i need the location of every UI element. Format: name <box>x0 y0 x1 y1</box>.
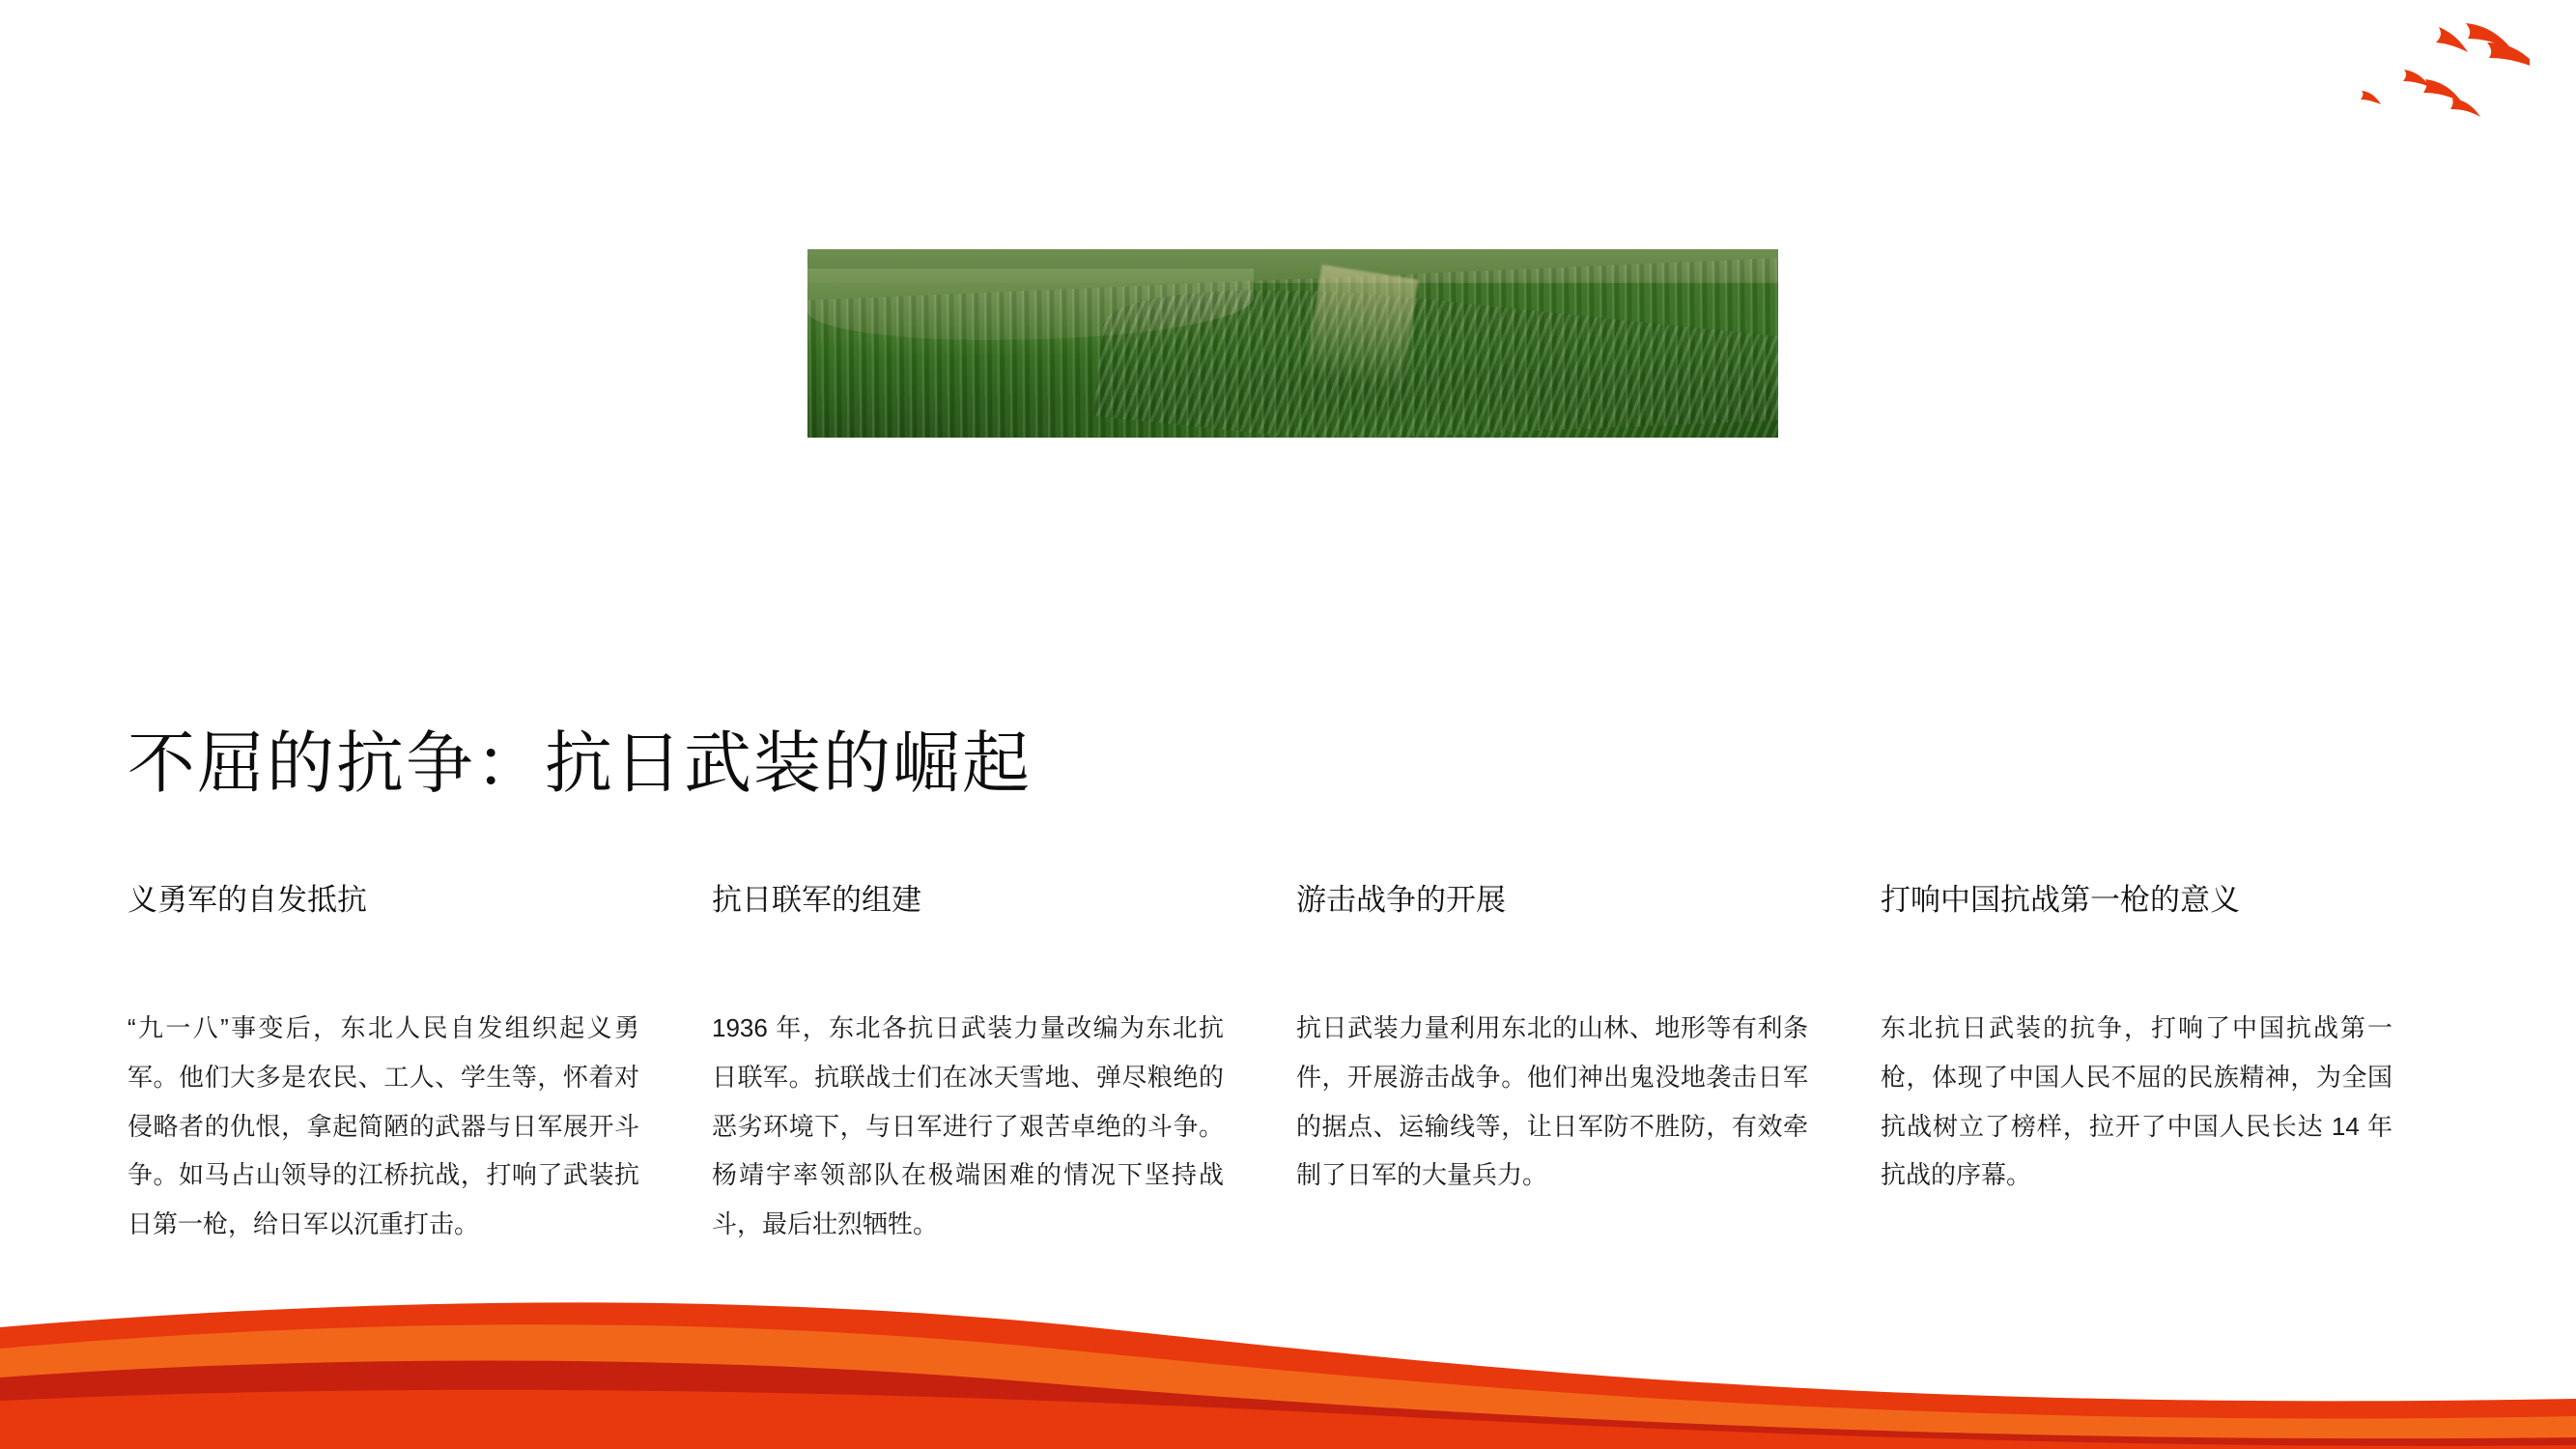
column-body: “九一八”事变后，东北人民自发组织起义勇军。他们大多是农民、工人、学生等，怀着对侵略者的仇恨，拿起简陋的武器与日军展开斗争。如马占山领导的江桥抗战，打响了武装抗日第一枪，给日军以沉重打击。 <box>127 1013 639 1239</box>
column-body: 抗日武装力量利用东北的山林、地形等有利条件，开展游击战争。他们神出鬼没地袭击日军的据点、运输线等，让日军防不胜防，有效牵制了日军的大量兵力。 <box>1296 1013 1808 1190</box>
column-heading: 义勇军的自发抵抗 <box>127 883 367 917</box>
content-columns <box>127 879 2465 1249</box>
content-column <box>1881 879 2465 1249</box>
content-column <box>1296 879 1881 1249</box>
hero-image <box>807 249 1778 438</box>
content-column <box>712 879 1296 1249</box>
bottom-wave-decoration <box>0 1285 2576 1449</box>
page-title: 不屈的抗争：抗日武装的崛起 <box>127 724 1032 801</box>
content-column <box>127 879 712 1249</box>
column-heading: 打响中国抗战第一枪的意义 <box>1881 883 2240 917</box>
flying-birds-icon <box>2259 17 2530 153</box>
column-heading: 抗日联军的组建 <box>712 883 921 917</box>
column-body: 1936 年，东北各抗日武装力量改编为东北抗日联军。抗联战士们在冰天雪地、弹尽粮绝的恶劣环境下，与日军进行了艰苦卓绝的斗争。杨靖宇率领部队在极端困难的情况下坚持战斗，最后壮烈牺牲。 <box>712 1013 1224 1239</box>
column-body: 东北抗日武装的抗争，打响了中国抗战第一枪，体现了中国人民不屈的民族精神，为全国抗战树立了榜样，拉开了中国人民长达 14 年抗战的序幕。 <box>1881 1013 2392 1190</box>
column-heading: 游击战争的开展 <box>1296 883 1506 917</box>
hero-image-path <box>1304 265 1418 391</box>
